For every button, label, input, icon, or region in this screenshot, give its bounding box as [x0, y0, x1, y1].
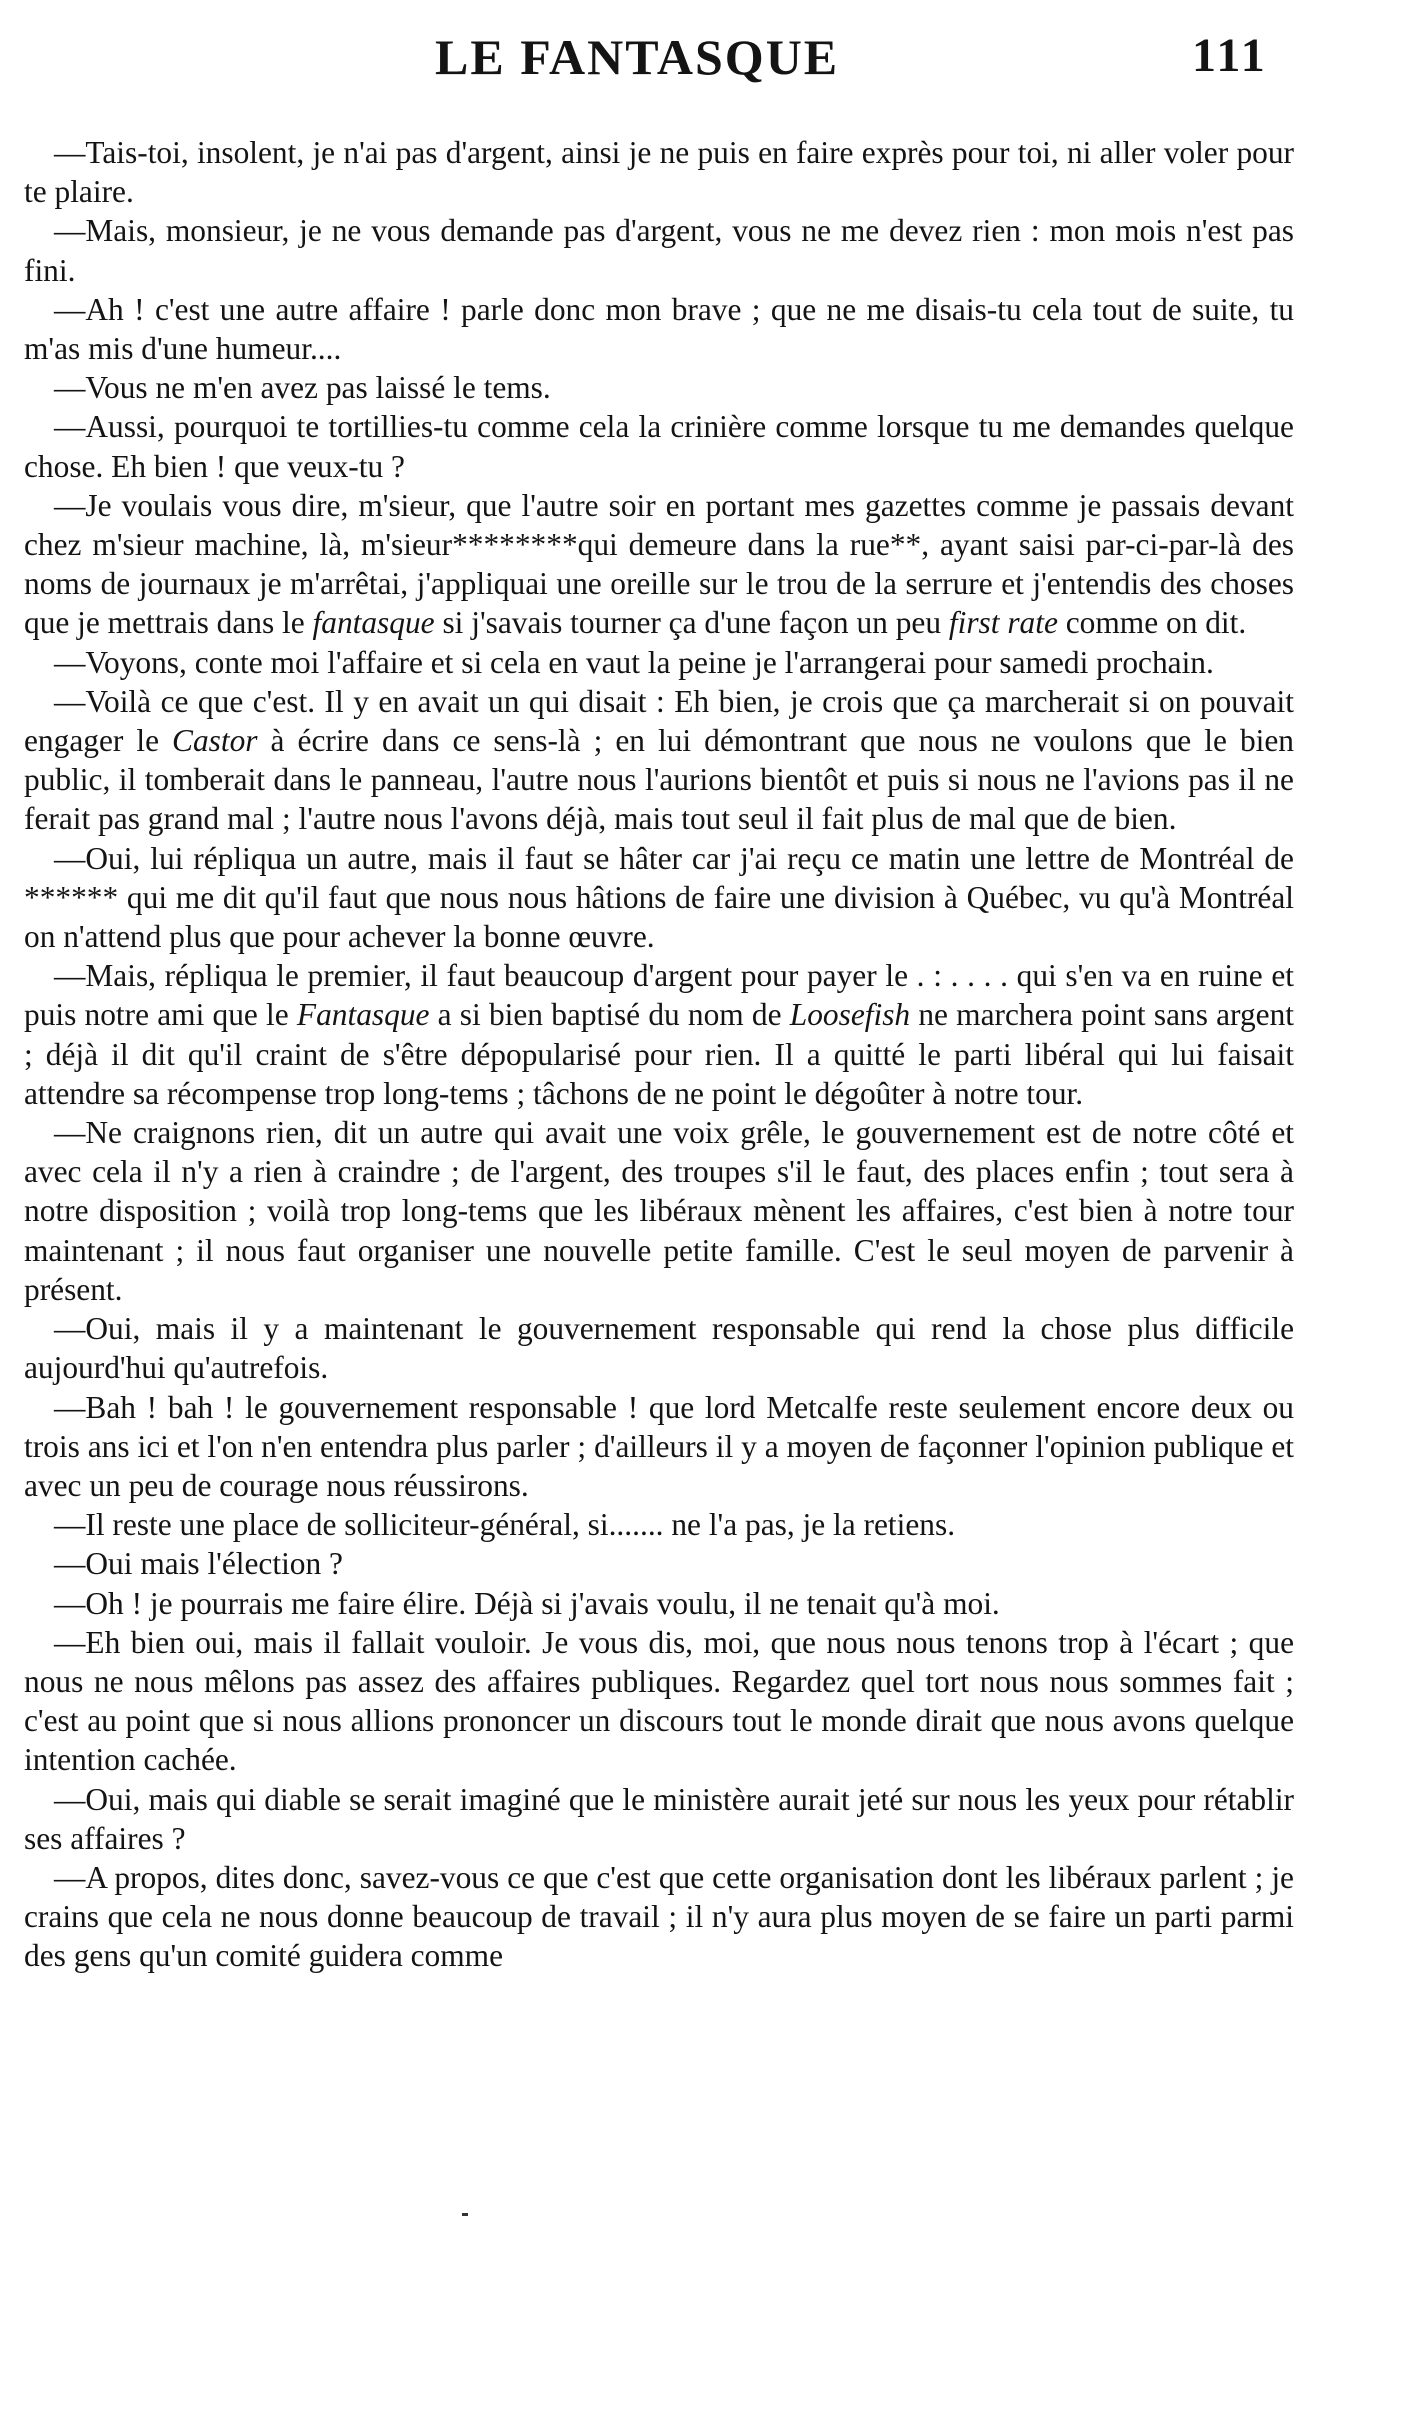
- italic-term: Loosefish: [789, 997, 911, 1033]
- dialogue-paragraph: —Il reste une place de solliciteur-général, si....... ne l'a pas, je la retiens.: [54, 1507, 956, 1543]
- dialogue-paragraph: —Oh ! je pourrais me faire élire. Déjà si j'avais voulu, il ne tenait qu'à moi.: [54, 1585, 1000, 1621]
- dialogue-paragraph: —Aussi, pourquoi te tortillies-tu comme cela la crinière comme lorsque tu me demandes quelque chose. Eh bien ! que veux-tu ?: [24, 409, 1294, 484]
- page-header: [0, 28, 1428, 108]
- dialogue-paragraph: —Voilà ce que c'est. Il y en avait un qui disait : Eh bien, je crois que ça marcherait si on pouvait engager le Castor à écrire dans ce sens-là ; en lui démontrant que nous ne voulons que le bien public, il tomberait dans le panneau, l'autre nous l'aurions bientôt et puis si nous ne l'avions pas il ne ferait pas grand mal ; l'autre nous l'avons déjà, mais tout seul il fait plus de mal que de bien.: [24, 683, 1294, 837]
- dialogue-paragraph: —Tais-toi, insolent, je n'ai pas d'argent, ainsi je ne puis en faire exprès pour toi, ni aller voler pour te plaire.: [24, 135, 1294, 210]
- dialogue-paragraph: —Mais, monsieur, je ne vous demande pas d'argent, vous ne me devez rien : mon mois n'est pas fini.: [24, 213, 1294, 288]
- article-body: [24, 133, 1294, 1976]
- dialogue-paragraph: —Eh bien oui, mais il fallait vouloir. Je vous dis, moi, que nous nous tenons trop à l'écart ; que nous ne nous mêlons pas assez des affaires publiques. Regardez quel tort nous nous sommes fait ; c'est au point que si nous allions prononcer un discours tout le monde dirait que nous avons quelque intention cachée.: [24, 1624, 1294, 1778]
- dialogue-paragraph: —Oui, mais qui diable se serait imaginé que le ministère aurait jeté sur nous les yeux pour rétablir ses affaires ?: [24, 1781, 1294, 1856]
- dialogue-paragraph: —A propos, dites donc, savez-vous ce que c'est que cette organisation dont les libéraux parlent ; je crains que cela ne nous donne beaucoup de travail ; il n'y aura plus moyen de se faire un parti parmi des gens qu'un comité guidera comme: [24, 1859, 1294, 1974]
- italic-term: fantasque: [312, 605, 435, 641]
- dialogue-paragraph: —Je voulais vous dire, m'sieur, que l'autre soir en portant mes gazettes comme je passais devant chez m'sieur machine, là, m'sieur********qui demeure dans la rue**, ayant saisi par-ci-par-là des noms de journaux je m'arrêtai, j'appliquai une oreille sur le trou de la serrure et j'entendis des choses que je mettrais dans le fantasque si j'savais tourner ça d'une façon un peu first rate comme on dit.: [24, 487, 1294, 641]
- dialogue-paragraph: —Oui, mais il y a maintenant le gouvernement responsable qui rend la chose plus difficile aujourd'hui qu'autrefois.: [24, 1311, 1294, 1386]
- running-title: LE FANTASQUE: [435, 29, 840, 85]
- print-mark: [462, 2213, 468, 2216]
- dialogue-paragraph: —Ah ! c'est une autre affaire ! parle donc mon brave ; que ne me disais-tu cela tout de suite, tu m'as mis d'une humeur....: [24, 291, 1294, 367]
- dialogue-paragraph: —Oui, lui répliqua un autre, mais il faut se hâter car j'ai reçu ce matin une lettre de Montréal de ****** qui me dit qu'il faut que nous nous hâtions de faire une division à Québec, vu qu'à Montréal on n'attend plus que pour achever la bonne œuvre.: [24, 840, 1294, 955]
- dialogue-paragraph: —Oui mais l'élection ?: [54, 1546, 343, 1582]
- italic-term: first rate: [948, 605, 1058, 641]
- italic-term: Castor: [172, 723, 258, 759]
- page-number: 111: [1192, 29, 1268, 82]
- dialogue-paragraph: —Voyons, conte moi l'affaire et si cela en vaut la peine je l'arrangerai pour samedi prochain.: [54, 644, 1214, 680]
- dialogue-paragraph: —Mais, répliqua le premier, il faut beaucoup d'argent pour payer le . : . . . . qui s'en va en ruine et puis notre ami que le Fantasque a si bien baptisé du nom de Loosefish ne marchera point sans argent ; déjà il dit qu'il craint de s'être dépopularisé pour rien. Il a quitté le parti libéral qui lui faisait attendre sa récompense trop long-tems ; tâchons de ne point le dégoûter à notre tour.: [24, 958, 1294, 1111]
- dialogue-paragraph: —Bah ! bah ! le gouvernement responsable ! que lord Metcalfe reste seulement encore deux ou trois ans ici et l'on n'en entendra plus parler ; d'ailleurs il y a moyen de façonner l'opinion publique et avec un peu de courage nous réussirons.: [24, 1389, 1294, 1503]
- italic-term: Fantasque: [296, 997, 430, 1033]
- dialogue-paragraph: —Vous ne m'en avez pas laissé le tems.: [54, 370, 551, 406]
- dialogue-paragraph: —Ne craignons rien, dit un autre qui avait une voix grêle, le gouvernement est de notre côté et avec cela il n'y a rien à craindre ; de l'argent, des troupes s'il le faut, des places enfin ; tout sera à notre disposition ; voilà trop long-tems que les libéraux mènent les affaires, c'est bien à notre tour maintenant ; il nous faut organiser une nouvelle petite famille. C'est le seul moyen de parvenir à présent.: [24, 1115, 1294, 1307]
